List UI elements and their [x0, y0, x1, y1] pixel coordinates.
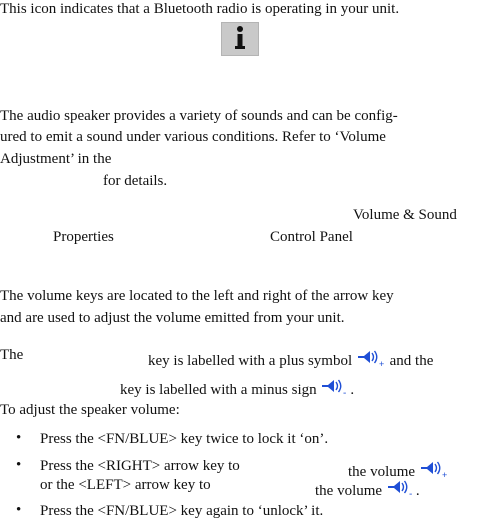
speaker-volume-minus-icon	[320, 375, 350, 402]
volume-keys-line-1: The volume keys are located to the left and right of the arrow key	[0, 288, 394, 304]
svg-text:-: -	[408, 489, 413, 498]
bluetooth-description: This icon indicates that a Bluetooth radio is operating in your unit.	[0, 1, 400, 17]
svg-text:+: +	[378, 359, 385, 368]
step-2-right: Press the <RIGHT> arrow key to	[40, 458, 240, 474]
control-panel-label: Control Panel	[270, 229, 353, 245]
svg-text:-: -	[343, 388, 347, 397]
bullet-3: •	[16, 502, 22, 518]
bullet-1: •	[16, 430, 22, 446]
step-2-decrease: the volume - .	[315, 476, 420, 503]
properties-label: Properties	[53, 229, 114, 245]
speaker-paragraph-line-4: for details.	[103, 173, 168, 189]
speaker-paragraph-line-1: The audio speaker provides a variety of sounds and can be config-	[0, 108, 398, 124]
step-3: Press the <FN/BLUE> key again to ‘unlock’ it.	[40, 503, 324, 519]
minus-key-description: key is labelled with a minus sign - .	[120, 375, 354, 402]
speaker-paragraph-line-3: Adjustment’ in the	[0, 151, 112, 167]
plus-key-line	[0, 346, 23, 364]
speaker-volume-minus-icon	[386, 476, 416, 503]
svg-text:+: +	[441, 470, 448, 479]
adjust-intro: To adjust the speaker volume:	[0, 402, 180, 418]
step-2-increase: the volume +	[348, 457, 449, 484]
plus-key-description: key is labelled with a plus symbol + and the	[148, 346, 433, 373]
plus-key-prefix: The	[0, 347, 24, 363]
step-2-left: or the <LEFT> arrow key to	[40, 477, 211, 493]
volume-sound-label: Volume & Sound	[353, 207, 457, 223]
volume-keys-line-2: and are used to adjust the volume emitted from your unit.	[0, 310, 345, 326]
bluetooth-radio-icon	[221, 22, 259, 56]
speaker-volume-plus-icon	[419, 457, 449, 484]
speaker-volume-plus-icon	[356, 346, 386, 373]
step-1: Press the <FN/BLUE> key twice to lock it ‘on’.	[40, 431, 329, 447]
speaker-paragraph-line-2: ured to emit a sound under various conditions. Refer to ‘Volume	[0, 129, 386, 145]
bullet-2: •	[16, 457, 22, 473]
